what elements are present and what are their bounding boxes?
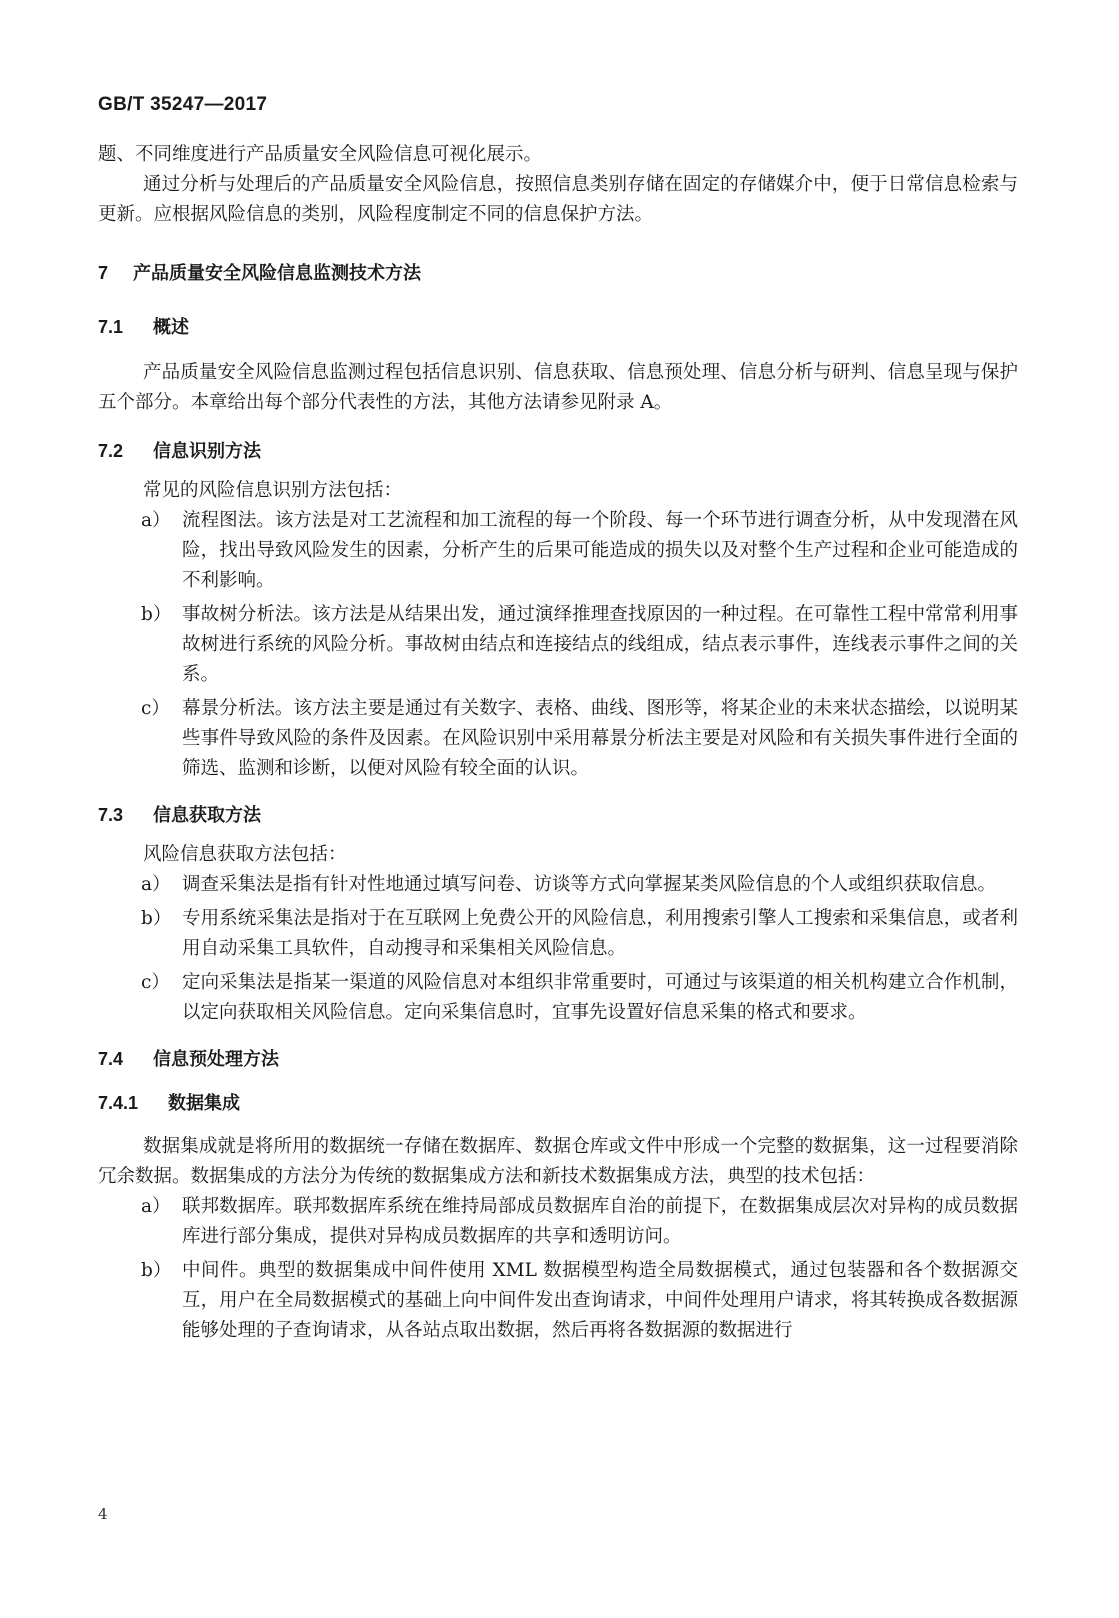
standard-code: GB/T 35247—2017 bbox=[98, 94, 268, 115]
section-title: 信息识别方法 bbox=[153, 441, 262, 461]
section-title: 产品质量安全风险信息监测技术方法 bbox=[133, 263, 422, 283]
section-title: 信息获取方法 bbox=[153, 805, 262, 825]
paragraph: 题、不同维度进行产品质量安全风险信息可视化展示。 bbox=[98, 144, 543, 165]
list-text: 联邦数据库。联邦数据库系统在维持局部成员数据库自治的前提下，在数据集成层次对异构的成员数据库进行部分集成，提供对异构成员数据库的共享和透明访问。 bbox=[182, 1196, 1018, 1247]
section-number: 7.1 bbox=[98, 317, 124, 337]
list-item bbox=[98, 870, 1018, 900]
list-label: c） bbox=[141, 972, 170, 993]
section-heading-7-4-1 bbox=[98, 1088, 1018, 1118]
document-body bbox=[98, 140, 1018, 1350]
page-number: 4 bbox=[98, 1505, 108, 1523]
list-label: a） bbox=[141, 510, 171, 531]
list-item bbox=[98, 600, 1018, 690]
list-label: a） bbox=[141, 874, 171, 895]
list-label: b） bbox=[141, 1260, 172, 1281]
list-text: 调查采集法是指有针对性地通过填写问卷、访谈等方式向掌握某类风险信息的个人或组织获取信息。 bbox=[182, 874, 997, 895]
paragraph: 通过分析与处理后的产品质量安全风险信息，按照信息类别存储在固定的存储媒介中，便于日常信息检索与更新。应根据风险信息的类别，风险程度制定不同的信息保护方法。 bbox=[98, 174, 1018, 225]
paragraph: 数据集成就是将所用的数据统一存储在数据库、数据仓库或文件中形成一个完整的数据集，这一过程要消除冗余数据。数据集成的方法分为传统的数据集成方法和新技术数据集成方法，典型的技术包括： bbox=[98, 1136, 1018, 1187]
list-intro: 常见的风险信息识别方法包括： bbox=[143, 480, 403, 501]
list-item bbox=[98, 1192, 1018, 1252]
list-text: 事故树分析法。该方法是从结果出发，通过演绎推理查找原因的一种过程。在可靠性工程中常常利用事故树进行系统的风险分析。事故树由结点和连接结点的线组成，结点表示事件，连线表示事件之间的关系。 bbox=[182, 604, 1018, 685]
list-item bbox=[98, 968, 1018, 1028]
section-heading-7-1 bbox=[98, 312, 1018, 342]
list-item bbox=[98, 1256, 1018, 1346]
section-title: 概述 bbox=[153, 317, 190, 337]
list-item bbox=[98, 506, 1018, 596]
list-text: 中间件。典型的数据集成中间件使用 XML 数据模型构造全局数据模式，通过包装器和各个数据源交互，用户在全局数据模式的基础上向中间件发出查询请求，中间件处理用户请求，将其转换成各数据源能够处理的子查询请求，从各站点取出数据，然后再将各数据源的数据进行 bbox=[182, 1260, 1018, 1341]
list-label: c） bbox=[141, 698, 170, 719]
section-number: 7 bbox=[98, 263, 109, 283]
list-label: a） bbox=[141, 1196, 171, 1217]
list-text: 专用系统采集法是指对于在互联网上免费公开的风险信息，利用搜索引擎人工搜索和采集信息，或者利用自动采集工具软件，自动搜寻和采集相关风险信息。 bbox=[182, 908, 1018, 959]
list-text: 流程图法。该方法是对工艺流程和加工流程的每一个阶段、每一个环节进行调查分析，从中发现潜在风险，找出导致风险发生的因素，分析产生的后果可能造成的损失以及对整个生产过程和企业可能造成的不利影响。 bbox=[182, 510, 1018, 591]
section-number: 7.4 bbox=[98, 1049, 124, 1069]
section-heading-7-4 bbox=[98, 1044, 1018, 1074]
section-heading-7 bbox=[98, 258, 1018, 288]
list-text: 幕景分析法。该方法主要是通过有关数字、表格、曲线、图形等，将某企业的未来状态描绘，以说明某些事件导致风险的条件及因素。在风险识别中采用幕景分析法主要是对风险和有关损失事件进行全面的筛选、监测和诊断，以便对风险有较全面的认识。 bbox=[182, 698, 1018, 779]
list-intro: 风险信息获取方法包括： bbox=[143, 844, 347, 865]
section-heading-7-3 bbox=[98, 800, 1018, 830]
list-label: b） bbox=[141, 604, 172, 625]
section-number: 7.4.1 bbox=[98, 1093, 139, 1113]
list-text: 定向采集法是指某一渠道的风险信息对本组织非常重要时，可通过与该渠道的相关机构建立合作机制，以定向获取相关风险信息。定向采集信息时，宜事先设置好信息采集的格式和要求。 bbox=[182, 972, 1018, 1023]
section-number: 7.3 bbox=[98, 805, 124, 825]
section-title: 数据集成 bbox=[168, 1093, 241, 1113]
section-number: 7.2 bbox=[98, 441, 124, 461]
paragraph: 产品质量安全风险信息监测过程包括信息识别、信息获取、信息预处理、信息分析与研判、信息呈现与保护五个部分。本章给出每个部分代表性的方法，其他方法请参见附录 A。 bbox=[98, 362, 1018, 413]
list-label: b） bbox=[141, 908, 172, 929]
list-item bbox=[98, 694, 1018, 784]
list-item bbox=[98, 904, 1018, 964]
section-heading-7-2 bbox=[98, 436, 1018, 466]
section-title: 信息预处理方法 bbox=[153, 1049, 280, 1069]
